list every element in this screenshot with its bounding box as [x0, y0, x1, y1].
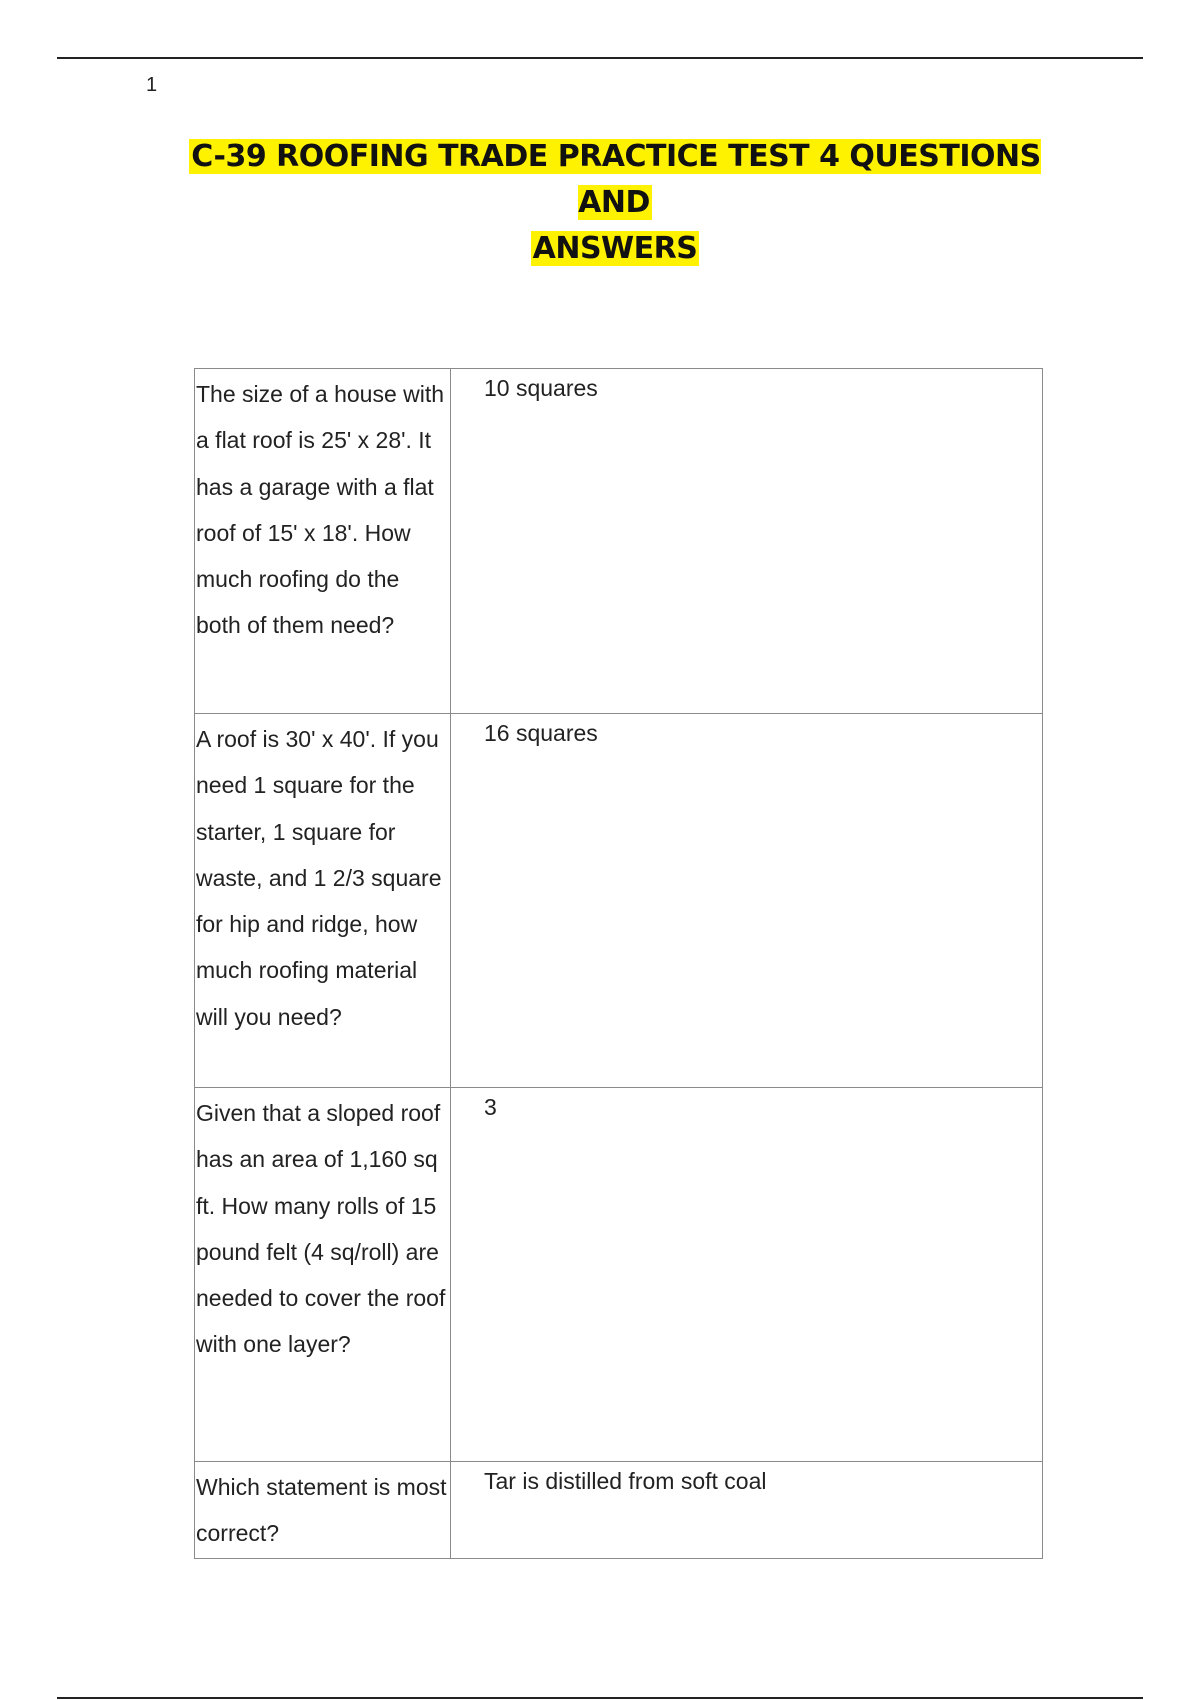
document-title [150, 134, 1080, 272]
answer-text: 3 [484, 1094, 497, 1120]
question-text: Given that a sloped roof has an area of 1,160 sq ft. How many rolls of 15 pound felt (4 sq/roll) are needed to cover the roof with one layer? [196, 1100, 446, 1358]
question-cell [195, 1088, 451, 1462]
question-cell [195, 714, 451, 1088]
qa-table [194, 368, 1043, 1559]
answer-text: 10 squares [484, 375, 598, 401]
question-cell [195, 369, 451, 714]
table-row [195, 369, 1043, 714]
top-rule [57, 57, 1143, 59]
answer-cell [451, 1088, 1043, 1462]
answer-cell [451, 369, 1043, 714]
question-text: A roof is 30' x 40'. If you need 1 square for the starter, 1 square for waste, and 1 2/3 square for hip and ridge, how much roofing material will you need? [196, 726, 442, 1030]
answer-text: 16 squares [484, 720, 598, 746]
table-row [195, 1462, 1043, 1559]
page-number: 1 [146, 74, 158, 96]
question-cell [195, 1462, 451, 1559]
answer-text: Tar is distilled from soft coal [484, 1468, 767, 1494]
answer-cell [451, 1462, 1043, 1559]
question-text: The size of a house with a flat roof is 25' x 28'. It has a garage with a flat roof of 15' x 18'. How much roofing do the both of them need? [196, 381, 445, 639]
table-row [195, 1088, 1043, 1462]
title-line-1: C-39 ROOFING TRADE PRACTICE TEST 4 QUESTIONS AND [191, 139, 1041, 220]
answer-cell [451, 714, 1043, 1088]
title-line-2: ANSWERS [532, 231, 698, 266]
table-row [195, 714, 1043, 1088]
bottom-rule [57, 1697, 1143, 1699]
question-text: Which statement is most correct? [196, 1474, 447, 1547]
